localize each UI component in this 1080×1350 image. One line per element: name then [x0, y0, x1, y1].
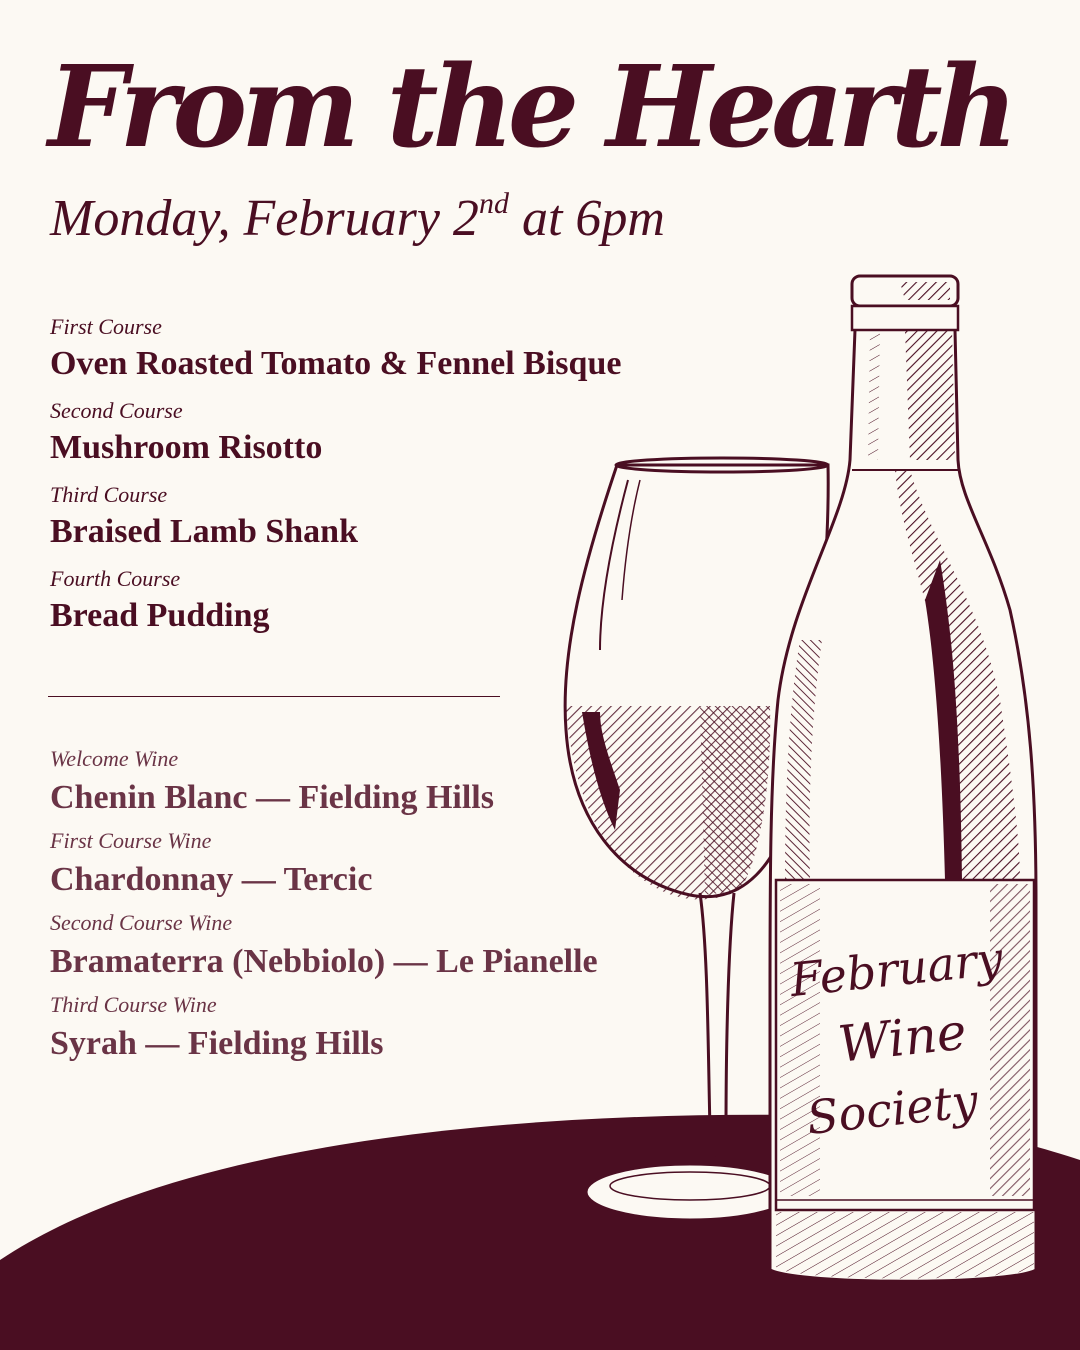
event-time: at 6pm [508, 190, 665, 247]
course-dish: Bread Pudding [50, 597, 270, 634]
wine-label: Second Course Wine [50, 910, 233, 935]
course-item [50, 564, 621, 638]
wine-label: Welcome Wine [50, 746, 179, 771]
wine-name: Chardonnay — Tercic [50, 861, 373, 898]
wine-list [50, 744, 598, 1072]
event-date-main: Monday, February 2 [50, 190, 479, 247]
course-item [50, 312, 621, 386]
course-label: First Course [50, 314, 162, 339]
wine-bottle [770, 276, 1036, 1281]
course-label: Fourth Course [50, 566, 181, 591]
event-date [50, 187, 665, 247]
course-dish: Oven Roasted Tomato & Fennel Bisque [50, 345, 622, 382]
course-dish: Braised Lamb Shank [50, 513, 358, 550]
course-label: Third Course [50, 482, 168, 507]
wine-name: Chenin Blanc — Fielding Hills [50, 779, 494, 816]
bottle-label-line2: Wine [835, 1002, 970, 1074]
bottle-label-line1: February [787, 931, 1006, 1008]
course-item [50, 480, 621, 554]
wine-name: Bramaterra (Nebbiolo) — Le Pianelle [50, 943, 598, 980]
wine-label: First Course Wine [50, 828, 212, 853]
wine-item [50, 908, 598, 986]
course-label: Second Course [50, 398, 183, 423]
page-title: From the Hearth [48, 42, 1012, 173]
course-item [50, 396, 621, 470]
wine-item [50, 744, 598, 822]
event-date-ordinal: nd [478, 187, 509, 220]
course-menu [50, 312, 621, 648]
section-divider [48, 696, 500, 697]
wine-label: Third Course Wine [50, 992, 217, 1017]
bottle-label-line3: Society [804, 1073, 981, 1145]
course-dish: Mushroom Risotto [50, 429, 323, 466]
wine-name: Syrah — Fielding Hills [50, 1025, 384, 1062]
wine-item [50, 826, 598, 904]
wine-item [50, 990, 598, 1068]
